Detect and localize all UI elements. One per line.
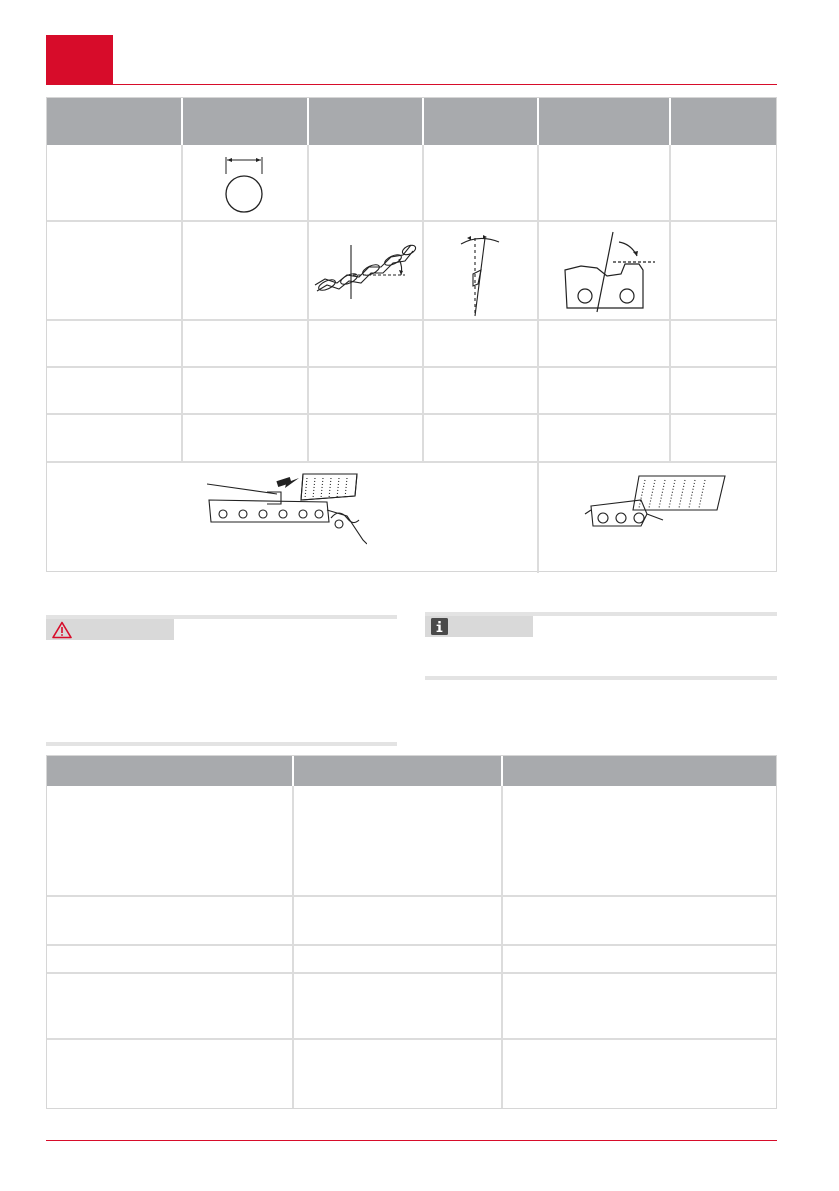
- chain-top-plate-angle-diagram: [311, 223, 421, 303]
- file-diameter-diagram: [214, 154, 274, 216]
- chapter-marker: [46, 35, 113, 84]
- info-icon: [431, 618, 448, 635]
- cutter-side-plate-angle-diagram: [557, 224, 657, 316]
- info-label-box: [425, 616, 533, 637]
- warning-label-box: [46, 619, 174, 640]
- header-rule: [46, 84, 777, 85]
- depth-gauge-tool-closeup-illustration: [581, 470, 731, 550]
- info-text: [425, 644, 777, 672]
- info-bottom-rule: [425, 676, 777, 680]
- warning-bottom-rule: [46, 742, 397, 746]
- spec-table-header: [47, 98, 776, 145]
- troubleshooting-header: [47, 756, 776, 786]
- depth-gauge-tool-on-chain-illustration: [207, 470, 367, 550]
- warning-text: [46, 648, 397, 738]
- troubleshooting-table: [46, 755, 777, 1109]
- chain-filing-angle-diagram: [451, 226, 511, 318]
- footer-rule: [46, 1140, 777, 1141]
- chain-spec-table: [46, 97, 777, 572]
- warning-triangle-icon: [52, 621, 72, 639]
